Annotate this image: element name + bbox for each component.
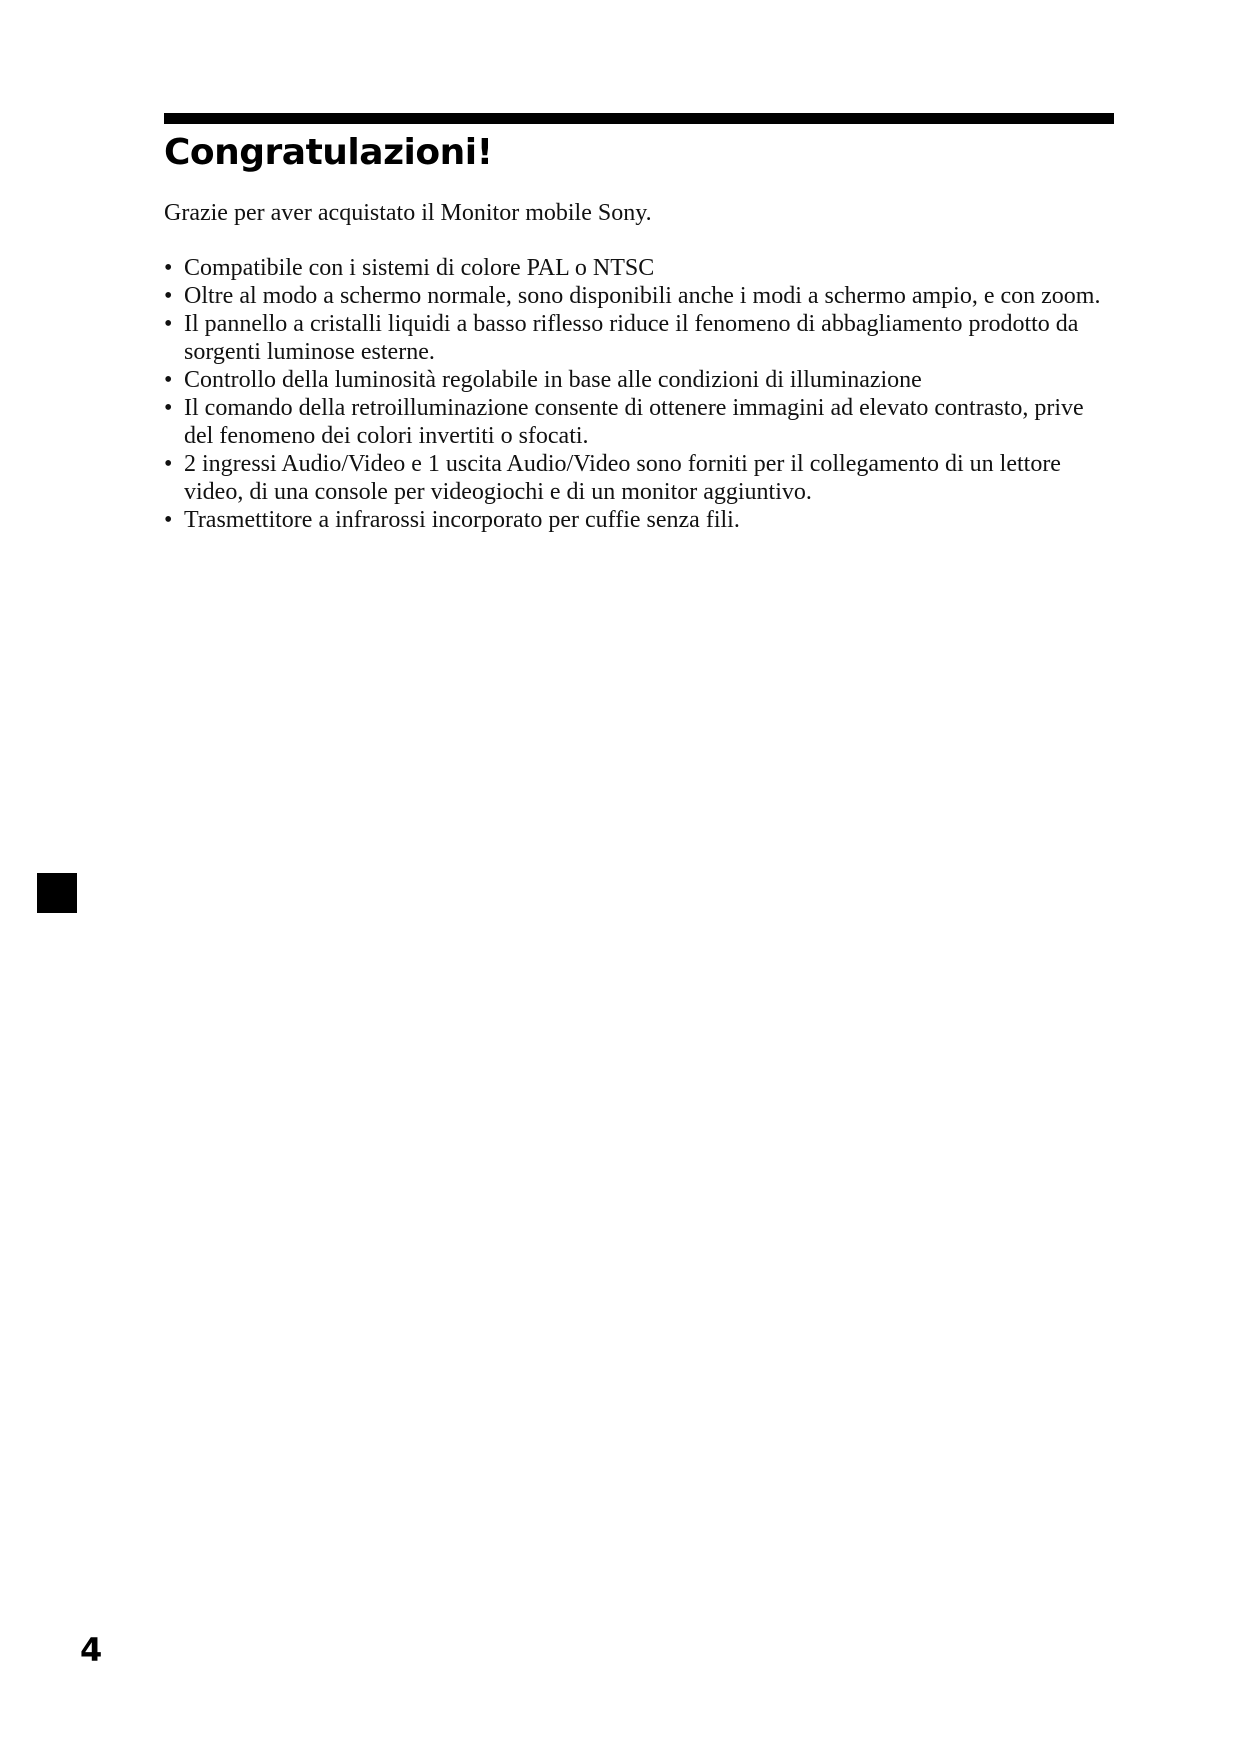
page-title: Congratulazioni!	[164, 132, 493, 173]
feature-text: Compatibile con i sistemi di colore PAL o NTSC	[184, 255, 655, 281]
bullet-icon: •	[164, 507, 173, 533]
list-item	[164, 310, 1114, 366]
feature-text: 2 ingressi Audio/Video e 1 uscita Audio/Video sono forniti per il collegamento di un lettore video, di una console per videogiochi e di un monitor aggiuntivo.	[184, 451, 1061, 505]
section-marker-tab	[37, 873, 77, 913]
list-item	[164, 254, 1114, 282]
bullet-icon: •	[164, 255, 173, 281]
feature-text: Oltre al modo a schermo normale, sono disponibili anche i modi a schermo ampio, e con zoom.	[184, 283, 1101, 309]
list-item	[164, 366, 1114, 394]
feature-text: Il pannello a cristalli liquidi a basso riflesso riduce il fenomeno di abbagliamento prodotto da sorgenti luminose esterne.	[184, 311, 1079, 365]
list-item	[164, 282, 1114, 310]
bullet-icon: •	[164, 283, 173, 309]
bullet-icon: •	[164, 395, 173, 421]
feature-text: Il comando della retroilluminazione consente di ottenere immagini ad elevato contrasto, prive del fenomeno dei colori invertiti o sfocati.	[184, 395, 1084, 449]
title-rule	[164, 113, 1114, 124]
bullet-icon: •	[164, 451, 173, 477]
feature-text: Trasmettitore a infrarossi incorporato per cuffie senza fili.	[184, 507, 740, 533]
bullet-icon: •	[164, 311, 173, 337]
feature-list	[164, 254, 1114, 534]
bullet-icon: •	[164, 367, 173, 393]
list-item	[164, 506, 1114, 534]
page-number: 4	[80, 1631, 103, 1669]
list-item	[164, 394, 1114, 450]
feature-text: Controllo della luminosità regolabile in base alle condizioni di illuminazione	[184, 367, 922, 393]
intro-paragraph: Grazie per aver acquistato il Monitor mobile Sony.	[164, 200, 652, 226]
list-item	[164, 450, 1114, 506]
